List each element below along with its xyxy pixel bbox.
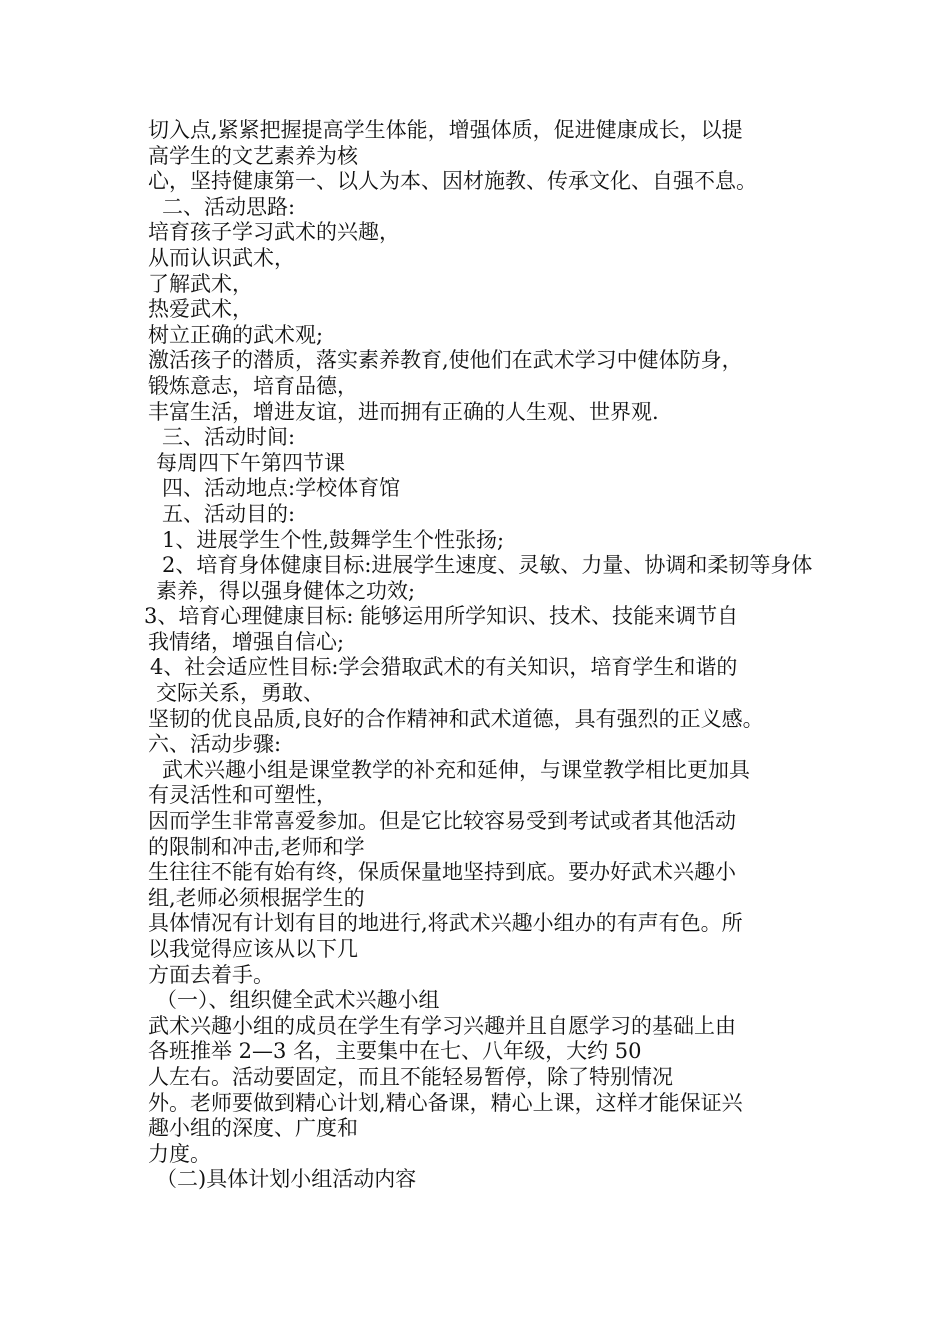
text-line: 组,老师必须根据学生的: [148, 885, 365, 910]
section-heading: 二、活动思路:: [162, 194, 296, 219]
text-line: 丰富生活，增进友谊，进而拥有正确的人生观、世界观.: [148, 399, 659, 424]
text-line: 具体情况有计划有目的地进行,将武术兴趣小组办的有声有色。所: [148, 911, 743, 936]
text-line: 力度。: [148, 1141, 211, 1166]
text-line: 以我觉得应该从以下几: [148, 937, 358, 961]
list-item: 1、进展学生个性,鼓舞学生个性张扬;: [162, 527, 505, 552]
text-line: 培育孩子学习武术的兴趣，: [148, 220, 400, 245]
list-item: 2、培育身体健康目标:进展学生速度、灵敏、力量、协调和柔韧等身体: [162, 553, 813, 578]
section-heading: 五、活动目的:: [162, 501, 296, 526]
text-line: 每周四下午第四节课: [156, 450, 345, 475]
text-line: 激活孩子的潜质，落实素养教育,使他们在武术学习中健体防身，: [148, 348, 743, 373]
text-line: 高学生的文艺素养为核: [148, 143, 358, 168]
text-line: 的限制和冲击,老师和学: [148, 834, 365, 859]
text-line: 趣小组的深度、广度和: [148, 1116, 358, 1141]
text-line: 方面去着手。: [148, 962, 274, 987]
list-item: 3、培育心理健康目标: 能够运用所学知识、技术、技能来调节自: [144, 604, 739, 629]
text-line: 人左右。活动要固定，而且不能轻易暂停，除了特别情况: [148, 1064, 673, 1089]
text-line: 切入点,紧紧把握提高学生体能，增强体质，促进健康成长，以提: [148, 118, 743, 142]
document-body: [144, 118, 828, 1193]
section-heading: 六、活动步骤:: [148, 732, 282, 757]
text-line: 因而学生非常喜爱参加。但是它比较容易受到考试或者其他活动: [148, 809, 736, 834]
text-line: 热爱武术，: [148, 297, 253, 322]
section-heading: 四、活动地点:学校体育馆: [162, 476, 401, 501]
text-line: 素养，得以强身健体之功效;: [156, 578, 416, 603]
text-line: 生往往不能有始有终，保质保量地坚持到底。要办好武术兴趣小: [148, 860, 736, 885]
text-line: 我情绪，增强自信心;: [148, 629, 345, 654]
text-line: 从而认识武术，: [148, 245, 295, 270]
section-heading: （一）、组织健全武术兴趣小组: [156, 988, 440, 1013]
text-line: 锻炼意志，培育品德，: [148, 373, 358, 398]
section-heading: （二)具体计划小组活动内容: [156, 1167, 417, 1192]
text-line: 武术兴趣小组是课堂教学的补充和延伸，与课堂教学相比更加具: [162, 757, 750, 782]
text-line: 了解武术，: [148, 271, 253, 296]
text-line: 外。老师要做到精心计划,精心备课，精心上课，这样才能保证兴: [148, 1090, 743, 1115]
text-line: 交际关系，勇敢、: [156, 681, 324, 706]
text-line: 各班推举 2—3 名，主要集中在七、八年级，大约 50: [148, 1039, 642, 1064]
text-line: 有灵活性和可塑性，: [148, 783, 337, 808]
text-line: 树立正确的武术观;: [148, 322, 324, 347]
text-line: 坚韧的优良品质,良好的合作精神和武术道德，具有强烈的正义感。: [148, 706, 764, 731]
section-heading: 三、活动时间:: [162, 425, 296, 450]
list-item: 4、社会适应性目标:学会猎取武术的有关知识，培育学生和谐的: [150, 655, 738, 680]
text-line: 武术兴趣小组的成员在学生有学习兴趣并且自愿学习的基础上由: [148, 1013, 736, 1038]
text-line: 心，坚持健康第一、以人为本、因材施教、传承文化、自强不息。: [148, 169, 757, 194]
